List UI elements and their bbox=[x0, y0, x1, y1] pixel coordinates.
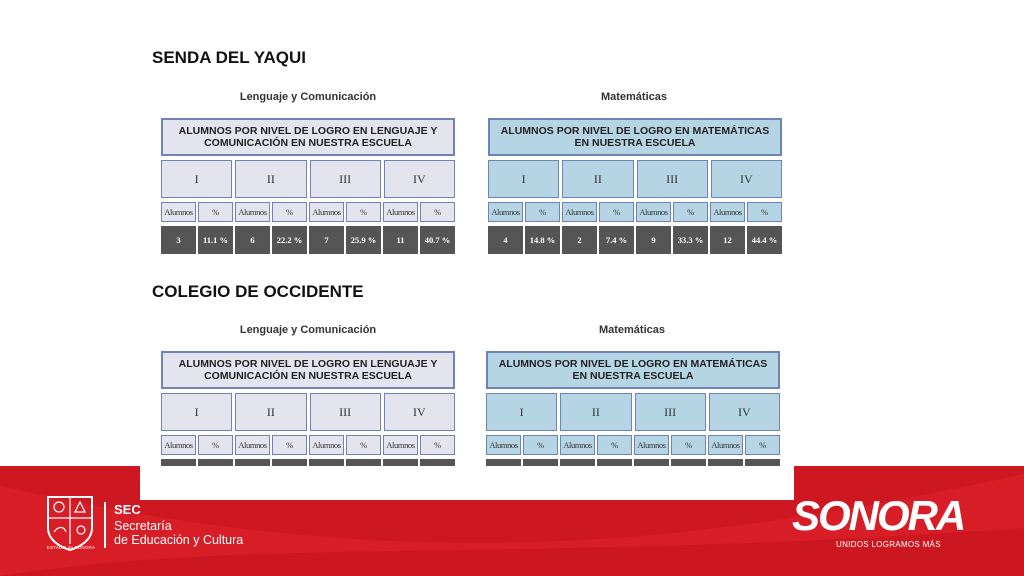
subheader-cell: % bbox=[272, 202, 307, 222]
subheader-cell: Alumnos bbox=[383, 202, 418, 222]
subheader-cell: Alumnos bbox=[488, 202, 523, 222]
value-cell: 44.4 % bbox=[747, 226, 782, 254]
subject-title-lenguaje: Lenguaje y Comunicación bbox=[239, 91, 377, 103]
level-header: III bbox=[310, 393, 381, 431]
value-cell: 11.1 % bbox=[198, 226, 233, 254]
subheader-cell: % bbox=[673, 202, 708, 222]
subject-title-lenguaje: Lenguaje y Comunicación bbox=[239, 324, 377, 336]
subheader-cell: % bbox=[420, 202, 455, 222]
value-cell: 7.4 % bbox=[599, 226, 634, 254]
value-cell: 22.2 % bbox=[272, 226, 307, 254]
level-header: II bbox=[562, 160, 633, 198]
value-cell: 9 bbox=[636, 226, 671, 254]
value-cell: 2 bbox=[562, 226, 597, 254]
subheader-cell: % bbox=[420, 435, 455, 455]
subheader-cell: % bbox=[272, 435, 307, 455]
subheader-cell: % bbox=[198, 202, 233, 222]
value-cell: 12 bbox=[710, 226, 745, 254]
level-header: I bbox=[161, 393, 232, 431]
value-cell: 7 bbox=[309, 226, 344, 254]
footer-white-panel bbox=[140, 466, 794, 500]
sec-abbreviation: SEC bbox=[114, 502, 141, 517]
table-header: ALUMNOS POR NIVEL DE LOGRO EN MATEMÁTICAS EN NUESTRA ESCUELA bbox=[486, 351, 780, 389]
school-title-senda-del-yaqui: SENDA DEL YAQUI bbox=[152, 48, 306, 67]
subheader-cell: % bbox=[523, 435, 558, 455]
subheader-cell: Alumnos bbox=[309, 435, 344, 455]
level-header: IV bbox=[384, 393, 455, 431]
subheader-cell: % bbox=[346, 435, 381, 455]
level-header: IV bbox=[709, 393, 780, 431]
level-header: I bbox=[486, 393, 557, 431]
subheader-cell: Alumnos bbox=[235, 435, 270, 455]
brand-slogan: UNIDOS LOGRAMOS MÁS bbox=[836, 540, 941, 549]
level-header: IV bbox=[711, 160, 782, 198]
subheader-cell: % bbox=[525, 202, 560, 222]
level-header: II bbox=[235, 393, 306, 431]
value-cell: 33.3 % bbox=[673, 226, 708, 254]
value-cell: 11 bbox=[383, 226, 418, 254]
value-cell: 25.9 % bbox=[346, 226, 381, 254]
footer-divider bbox=[104, 502, 106, 548]
subheader-cell: Alumnos bbox=[562, 202, 597, 222]
subheader-cell: Alumnos bbox=[486, 435, 521, 455]
subheader-cell: % bbox=[599, 202, 634, 222]
subheader-cell: Alumnos bbox=[161, 202, 196, 222]
subheader-cell: Alumnos bbox=[161, 435, 196, 455]
school-title-colegio-de-occidente: COLEGIO DE OCCIDENTE bbox=[152, 282, 364, 301]
table-header: ALUMNOS POR NIVEL DE LOGRO EN LENGUAJE Y COMUNICACIÓN EN NUESTRA ESCUELA bbox=[161, 118, 455, 156]
level-header: II bbox=[235, 160, 306, 198]
results-table-matematicas bbox=[488, 118, 782, 254]
sec-name-line2: de Educación y Cultura bbox=[114, 533, 244, 547]
subheader-cell: % bbox=[597, 435, 632, 455]
table-header: ALUMNOS POR NIVEL DE LOGRO EN LENGUAJE Y COMUNICACIÓN EN NUESTRA ESCUELA bbox=[161, 351, 455, 389]
subheader-cell: % bbox=[671, 435, 706, 455]
value-cell: 40.7 % bbox=[420, 226, 455, 254]
level-header: III bbox=[635, 393, 706, 431]
level-header: III bbox=[637, 160, 708, 198]
subheader-cell: Alumnos bbox=[708, 435, 743, 455]
sec-name-line1: Secretaría bbox=[114, 519, 172, 533]
sonora-brand-logo: SONORA bbox=[792, 492, 965, 539]
subheader-cell: Alumnos bbox=[309, 202, 344, 222]
table-header: ALUMNOS POR NIVEL DE LOGRO EN MATEMÁTICAS EN NUESTRA ESCUELA bbox=[488, 118, 782, 156]
value-cell: 3 bbox=[161, 226, 196, 254]
subheader-cell: % bbox=[747, 202, 782, 222]
seal-caption: ESTADO de SONORA bbox=[46, 545, 96, 550]
subheader-cell: % bbox=[346, 202, 381, 222]
subheader-cell: Alumnos bbox=[235, 202, 270, 222]
value-cell: 14.8 % bbox=[525, 226, 560, 254]
subject-title-matematicas: Matemáticas bbox=[600, 91, 668, 103]
level-header: I bbox=[488, 160, 559, 198]
level-header: III bbox=[310, 160, 381, 198]
level-header: I bbox=[161, 160, 232, 198]
level-header: IV bbox=[384, 160, 455, 198]
level-header: II bbox=[560, 393, 631, 431]
subheader-cell: Alumnos bbox=[383, 435, 418, 455]
subheader-cell: Alumnos bbox=[560, 435, 595, 455]
subheader-cell: Alumnos bbox=[710, 202, 745, 222]
subheader-cell: % bbox=[745, 435, 780, 455]
value-cell: 4 bbox=[488, 226, 523, 254]
value-cell: 6 bbox=[235, 226, 270, 254]
subject-title-matematicas: Matemáticas bbox=[598, 324, 666, 336]
state-seal-icon bbox=[44, 494, 96, 552]
subheader-cell: Alumnos bbox=[636, 202, 671, 222]
subheader-cell: % bbox=[198, 435, 233, 455]
subheader-cell: Alumnos bbox=[634, 435, 669, 455]
results-table-lenguaje bbox=[161, 118, 455, 254]
